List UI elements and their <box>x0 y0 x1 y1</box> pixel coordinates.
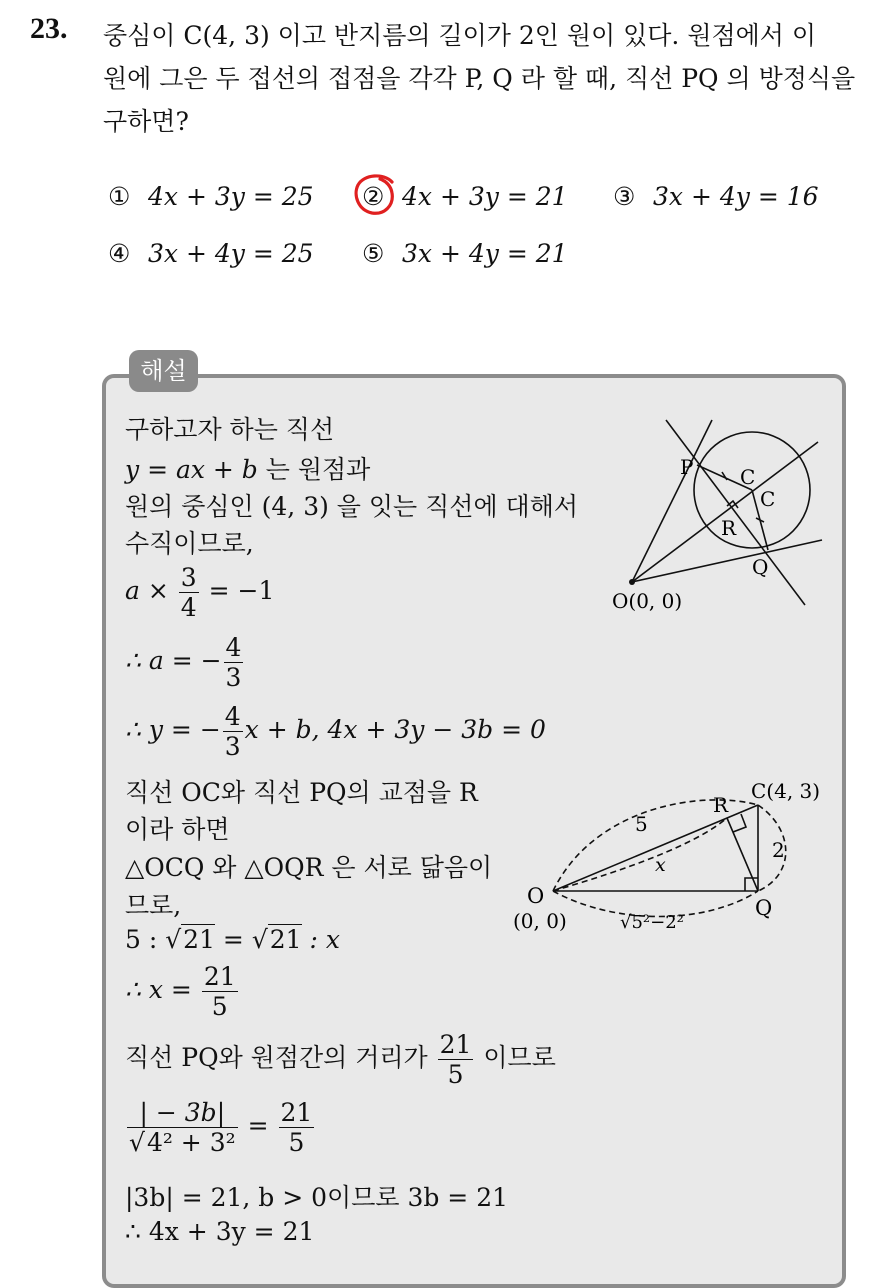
label-p: P <box>680 455 694 479</box>
tangent-figure <box>600 410 830 615</box>
solution-text: 직선 OC와 직선 PQ의 교점을 R <box>125 778 478 807</box>
line-equation: y = ax + b <box>125 455 258 484</box>
equation-b: |3b| = 21, b > 0이므로 3b = 21 <box>125 1183 509 1212</box>
choice-text: 3x + 4y = 21 <box>402 239 568 268</box>
solution-text: 이라 하면 <box>125 815 230 844</box>
sqrt-radicand: 21 <box>269 925 302 954</box>
question-number: 23. <box>30 12 68 45</box>
eq-part: ∴ y = − <box>125 715 221 744</box>
label-r: R <box>721 516 737 540</box>
similar-triangle-figure <box>505 775 835 940</box>
choice-mark: ⑤ <box>362 239 385 268</box>
choice-1[interactable] <box>108 182 314 211</box>
question-text <box>103 14 855 143</box>
sqrt-radicand: 21 <box>183 925 215 954</box>
choice-4[interactable] <box>108 239 314 268</box>
denominator: 3 <box>225 663 242 692</box>
eq-part: ∴ x = <box>125 975 192 1004</box>
eq-part: : x <box>301 925 340 954</box>
label-bottom: √5²−2² <box>620 912 684 933</box>
eq-part: 5 : <box>125 925 166 954</box>
numerator: 21 <box>280 1098 313 1127</box>
fraction <box>223 702 243 761</box>
fraction <box>279 1098 315 1157</box>
label-c: C <box>740 465 756 489</box>
choice-mark: ① <box>108 182 131 211</box>
equation-x <box>125 962 240 1021</box>
equation-ratio: 5 : √21 = √21 : x <box>125 925 340 954</box>
label-origin: (0, 0) <box>513 909 567 933</box>
denominator: 4² + 3² <box>146 1128 236 1157</box>
choice-mark: ④ <box>108 239 131 268</box>
point-o <box>629 579 635 585</box>
equation-distance <box>125 1098 316 1157</box>
choice-text: 4x + 3y = 25 <box>148 182 314 211</box>
line-pq <box>666 420 805 605</box>
label-x: x <box>655 854 666 876</box>
eq-part: = −1 <box>208 576 275 605</box>
label-o: O <box>527 884 545 908</box>
question-line: 원에 그은 두 접선의 접점을 각각 P, Q 라 할 때, 직선 PQ 의 방정식을 <box>103 64 856 93</box>
choice-text: 4x + 3y = 21 <box>402 182 568 211</box>
solution-text: 구하고자 하는 직선 <box>125 415 335 444</box>
right-angle-mark <box>733 814 746 832</box>
final-answer: ∴ 4x + 3y = 21 <box>125 1217 315 1246</box>
eq-part: 직선 PQ와 원점간의 거리가 <box>125 1043 428 1072</box>
fraction <box>179 563 199 622</box>
denominator: 5 <box>288 1128 305 1157</box>
numerator: | − 3b| <box>127 1098 238 1128</box>
fraction <box>202 962 238 1021</box>
fraction <box>438 1030 474 1089</box>
fraction: $\frac{| - 3b|}{\text{√4² + 3²}}$ <box>129 1098 236 1157</box>
choice-3[interactable] <box>613 182 819 211</box>
equation-line <box>125 702 546 761</box>
solution-text: 므로, <box>125 891 182 920</box>
eq-part: = <box>214 925 252 954</box>
denominator: 4 <box>180 593 197 622</box>
numerator: 21 <box>439 1030 472 1059</box>
label-origin: O(0, 0) <box>612 589 683 613</box>
eq-part: 이므로 <box>483 1043 556 1072</box>
solution-text-tail: 는 원점과 <box>257 455 371 484</box>
numerator: 4 <box>224 702 241 731</box>
solution-badge: 해설 <box>129 350 198 392</box>
choice-mark: ③ <box>613 182 636 211</box>
fraction <box>224 633 244 692</box>
denominator: 5 <box>211 992 228 1021</box>
question-line: 중심이 C(4, 3) 이고 반지름의 길이가 2인 원이 있다. 원점에서 이 <box>103 21 817 50</box>
eq-part: = <box>247 1111 269 1140</box>
label-q: Q <box>755 896 773 920</box>
solution-text <box>125 450 370 486</box>
label-c: C <box>760 487 776 511</box>
label-five: 5 <box>635 812 648 836</box>
numerator: 4 <box>225 633 242 662</box>
equation-a <box>125 633 245 692</box>
solution-text: 수직이므로, <box>125 529 254 558</box>
denominator: 3 <box>224 732 241 761</box>
choice-5[interactable] <box>362 239 568 268</box>
numerator: 21 <box>203 962 236 991</box>
choice-text: 3x + 4y = 25 <box>148 239 314 268</box>
answer-circle-mark <box>352 173 398 217</box>
question-line: 구하면? <box>103 107 189 136</box>
label-two: 2 <box>772 838 785 862</box>
eq-part: x + b, 4x + 3y − 3b = 0 <box>244 715 546 744</box>
label-q: Q <box>752 555 769 579</box>
eq-part: ∴ a = − <box>125 646 222 675</box>
numerator: 3 <box>180 563 197 592</box>
solution-distance-text <box>125 1030 556 1089</box>
label-r: R <box>713 793 729 817</box>
denominator: 5 <box>447 1060 464 1089</box>
choice-mark: ② <box>362 182 385 211</box>
eq-part: a × <box>125 576 169 605</box>
choice-text: 3x + 4y = 16 <box>653 182 819 211</box>
label-c: C(4, 3) <box>751 779 821 803</box>
tangent-line-op <box>632 420 712 582</box>
solution-text: 원의 중심인 (4, 3) 을 잇는 직선에 대해서 <box>125 492 578 521</box>
solution-text: △OCQ 와 △OQR 은 서로 닮음이 <box>125 853 493 882</box>
equation-slope <box>125 563 274 622</box>
